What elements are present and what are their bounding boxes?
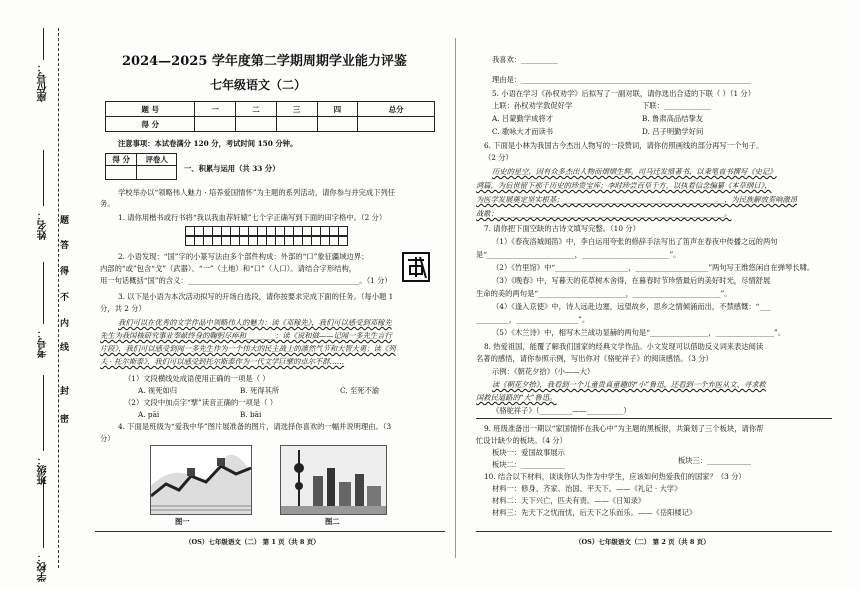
- question-8-example: 国救民道路的“大”鲁迅。: [476, 393, 557, 402]
- question-8: 名著的感悟，请你参照示例，写出你对《骆驼祥子》的阅读感悟。（3 分）: [476, 354, 713, 363]
- section-1-heading: 一、积累与运用（共 33 分）: [184, 164, 280, 173]
- seat-line: [43, 28, 44, 60]
- question-1: 1. 请你用楷书或行书将“我以我血荐轩辕”七个字正确写到下面的田字格中。（2 分）: [118, 213, 387, 222]
- great-wall-image: [150, 445, 252, 515]
- question-2: 2. 小语发现：“国”字的小篆写法由多个部件构成：外部的“口”象征疆域边界；: [118, 252, 369, 261]
- option[interactable]: C. 至死不渝: [340, 386, 380, 395]
- question-3: 3. 以下是小语为本次活动拟写的开场白选段，请你按要求完成下面的任务。（每小题 1: [118, 292, 394, 301]
- question-7: 7. 请你把下面空缺的古诗文填写完整。（10 分）: [484, 224, 640, 233]
- material: 材料三：先天下之忧而忧，后天下之乐而乐。——《岳阳楼记》: [492, 508, 697, 517]
- seal-char: 答: [60, 241, 70, 251]
- board-3[interactable]: 板块三：____________: [678, 456, 751, 465]
- class-line: [43, 375, 44, 451]
- footer-rule: [476, 531, 832, 532]
- question-6: 6. 下面是小林为我国古今杰出人物写的一段赞词，请你仿照画线的部分再写一个句子。: [484, 141, 764, 150]
- footer-rule: [95, 531, 445, 532]
- option[interactable]: D. 吕子明勤学好问: [642, 127, 704, 136]
- poem-fill[interactable]: _________，_________________”。: [476, 315, 590, 324]
- score-cell[interactable]: [358, 117, 435, 132]
- question-4: 分）: [100, 434, 115, 443]
- seal-char: 密: [60, 415, 70, 425]
- page-divider: [455, 38, 456, 558]
- exam-subtitle: 七年级语文（二）: [210, 78, 307, 92]
- question-2: 内部的“或”包含“戈”（武器）、“一”（土地）和“口”（人口）。请结合字形结构，: [100, 264, 357, 273]
- question-3-2: （2）文段中加点字“擘”读音正确的一项是（ ）: [124, 398, 278, 407]
- question-3-1: （1）文段横线处成语使用正确的一项是（ ）: [124, 374, 270, 383]
- option[interactable]: B. 鲁肃高品结挚友: [642, 114, 704, 123]
- score-header: 题 号: [106, 102, 195, 117]
- board-1: 板块一：爱国故事展示: [492, 448, 565, 457]
- poem-fill[interactable]: （5）《木兰诗》中，相写木兰战功显赫的两句是“________________，________________”。: [492, 328, 786, 337]
- name-line: [43, 150, 44, 206]
- question-6-passage: 历史的星空，因有众多杰出人物而熠熠生辉。司马迁发愤著书，以秉笔直书撰写《史记》: [492, 167, 777, 176]
- score-cell[interactable]: [317, 117, 358, 132]
- tianzige-grid[interactable]: [186, 226, 348, 236]
- seal-char: 得: [60, 267, 70, 277]
- seal-char: 不: [60, 293, 70, 303]
- question-3-passage: 夫 · 托尔斯泰》，我们可以感受到托尔斯泰作为一代文学巨擘的卓尔不群……: [100, 357, 345, 366]
- question-3-passage: 先生为我国核研究事业奉献终身的鞠躬尽瘁和________；读《说和做——记闻一多先生言行: [100, 331, 392, 340]
- seal-script-guo-image: [402, 252, 430, 282]
- choice-blank[interactable]: 我喜欢：__________: [492, 55, 558, 64]
- material: 材料二：天下兴亡，匹夫有责。——《日知录》: [492, 496, 646, 505]
- question-6-passage: 战歌；______________________________________________________________。: [476, 209, 732, 218]
- grader-name-label: 评卷人: [137, 154, 177, 166]
- board-2[interactable]: 板块二：____________: [492, 460, 565, 469]
- grader-score-label: 得 分: [106, 154, 137, 166]
- exam-no-line: [43, 262, 44, 324]
- question-8-answer[interactable]: 《骆驼祥子》（_________——__________）: [492, 406, 631, 415]
- score-cell[interactable]: [195, 117, 236, 132]
- page-1-footer: （OS）七年级语文（二） 第 1 页（共 8 页）: [185, 538, 320, 546]
- figure-1-caption: 图一: [175, 517, 190, 526]
- reason-blank[interactable]: 理由是：_______________________________________________________________: [492, 75, 752, 84]
- question-6-passage: 为医学发展奠定坚实根基；____________________________________________，为民族解放奏响激昂: [476, 195, 798, 204]
- intro-line: 务。: [100, 199, 115, 208]
- exam-no-label: 考号：: [38, 328, 49, 358]
- question-4: 4. 下面是班级为“爱我中华”图片展准备的图片，请选择你喜欢的一幅并说明理由。（3: [118, 422, 392, 431]
- question-10: 10. 结合以下材料，谈谈你认为作为中学生，应该如何热爱我们的国家？（3 分）: [484, 472, 746, 481]
- score-row-label: 得 分: [106, 117, 195, 132]
- page-2-footer: （OS）七年级语文（二） 第 2 页（共 8 页）: [575, 538, 710, 546]
- option[interactable]: A. 吕蒙勤学成将才: [492, 114, 553, 123]
- class-label: 班级：: [38, 455, 49, 485]
- poem-fill[interactable]: 生命的美的两句是“________________________，________________________”。: [476, 289, 732, 298]
- question-2: 用一句话概括“国”的含义：_______________________________________________。（1 分）: [100, 276, 392, 285]
- question-9: 9. 班级准备出一期以“家国情怀在我心中”为主题的黑板报，共策划了三个板块，请你帮: [484, 424, 764, 433]
- question-6-passage: 鸿篇，为后世留下那千历史的珍贵宝库；李时珍尝百草千方，以执着信念编纂《本草纲目》，: [476, 181, 772, 190]
- seal-char: 封: [60, 387, 70, 397]
- question-8-example-label: 示例：《朝花夕拾》（小——大）: [492, 367, 595, 376]
- answer-line: [476, 418, 832, 419]
- figure-2-caption: 图二: [325, 517, 340, 526]
- poem-fill[interactable]: 是“________________________，________________________”。: [476, 250, 681, 259]
- poem-fill: （3）《晚春》中，写暮天的花草树木舍得，在暮春时节珍惜最后的美好时光，尽情舒展: [492, 276, 771, 285]
- score-header: 四: [317, 102, 358, 117]
- notice: 注意事项：本试卷满分 120 分，考试时间 150 分钟。: [118, 139, 298, 148]
- name-label: 姓名：: [38, 210, 49, 240]
- poem-fill[interactable]: （2）《竹里馆》中“____________________，____________________”两句写王维悠闲自在弹琴长啸。: [492, 263, 815, 272]
- school-line: [43, 478, 44, 548]
- question-8-example: 读《朝花夕拾》，我看到一个儿童贵真童趣的“小”鲁迅，还看到一个弃医从文、寻求救: [492, 380, 766, 389]
- question-3-passage: 我们可以在优秀的文学作品中领略伟人的魅力：读《邓稼先》，我们可以感受到邓稼先: [118, 318, 392, 327]
- question-5: 5. 小语在学习《孙权劝学》后拟写了一副对联，请你选出合适的下联（ ）（1 分）: [492, 89, 756, 98]
- option[interactable]: A. pāi: [138, 410, 160, 419]
- couplet-lower[interactable]: 下联：_____________: [642, 101, 712, 110]
- seat-label: 座位号：: [38, 62, 49, 102]
- seal-char: 题: [60, 216, 70, 226]
- poem-fill[interactable]: （4）《逢入京使》中，诗人远赴边塞，远望故乡，思乡之情倾涌而出，不禁感慨：“___: [492, 302, 771, 311]
- couplet-upper: 上联：孙权劝学敦促好学: [492, 101, 573, 110]
- option[interactable]: A. 视死如归: [138, 386, 178, 395]
- seal-char: 线: [60, 343, 70, 353]
- grader-name-cell[interactable]: [137, 166, 177, 180]
- question-3-passage: 片段》，我们可以感受到闻一多先生作为一个伟大的民主战士的凛然气节和大智大勇；读《列: [100, 344, 396, 353]
- poem-fill: （1）《春夜洛城闻笛》中，李白运用夸张的修辞手法写出了笛声在春夜中传播之远的两句: [492, 237, 778, 246]
- score-table: [105, 101, 435, 132]
- option[interactable]: B. bāi: [240, 410, 262, 419]
- school-label: 学校：: [38, 552, 49, 582]
- intro-line: 学校举办以“领略伟人魅力 · 培养爱国情怀”为主题的系列活动，请你参与并完成下列任: [118, 188, 396, 197]
- option[interactable]: B. 死得其所: [240, 386, 280, 395]
- tianzige-grid[interactable]: [186, 236, 348, 246]
- option[interactable]: C. 歌咏大才而读书: [492, 127, 554, 136]
- shanghai-skyline-image: [280, 445, 387, 515]
- grader-box: [105, 153, 177, 180]
- question-9: 忙设计缺少的板块。（4 分）: [476, 436, 567, 445]
- score-header: 三: [276, 102, 317, 117]
- question-8: 8. 热爱祖国，能覆了解我们国家的经典文学作品。小文发现可以借助反义词来表达阅读: [484, 342, 764, 351]
- exam-title: 2024—2025 学年度第二学期周期学业能力评鉴: [122, 54, 407, 69]
- binding-dashed-line: [58, 28, 59, 568]
- grader-score-cell[interactable]: [106, 166, 137, 180]
- score-cell[interactable]: [236, 117, 277, 132]
- question-3: 分，共 2 分）: [100, 304, 146, 313]
- question-6: （2 分）: [484, 153, 513, 162]
- material: 材料一：修身、齐家、治国、平天下。——《礼记 · 大学》: [492, 484, 682, 493]
- score-header: 一: [195, 102, 236, 117]
- seal-char: 内: [60, 319, 70, 329]
- score-header: 二: [236, 102, 277, 117]
- score-header: 总分: [358, 102, 435, 117]
- score-cell[interactable]: [276, 117, 317, 132]
